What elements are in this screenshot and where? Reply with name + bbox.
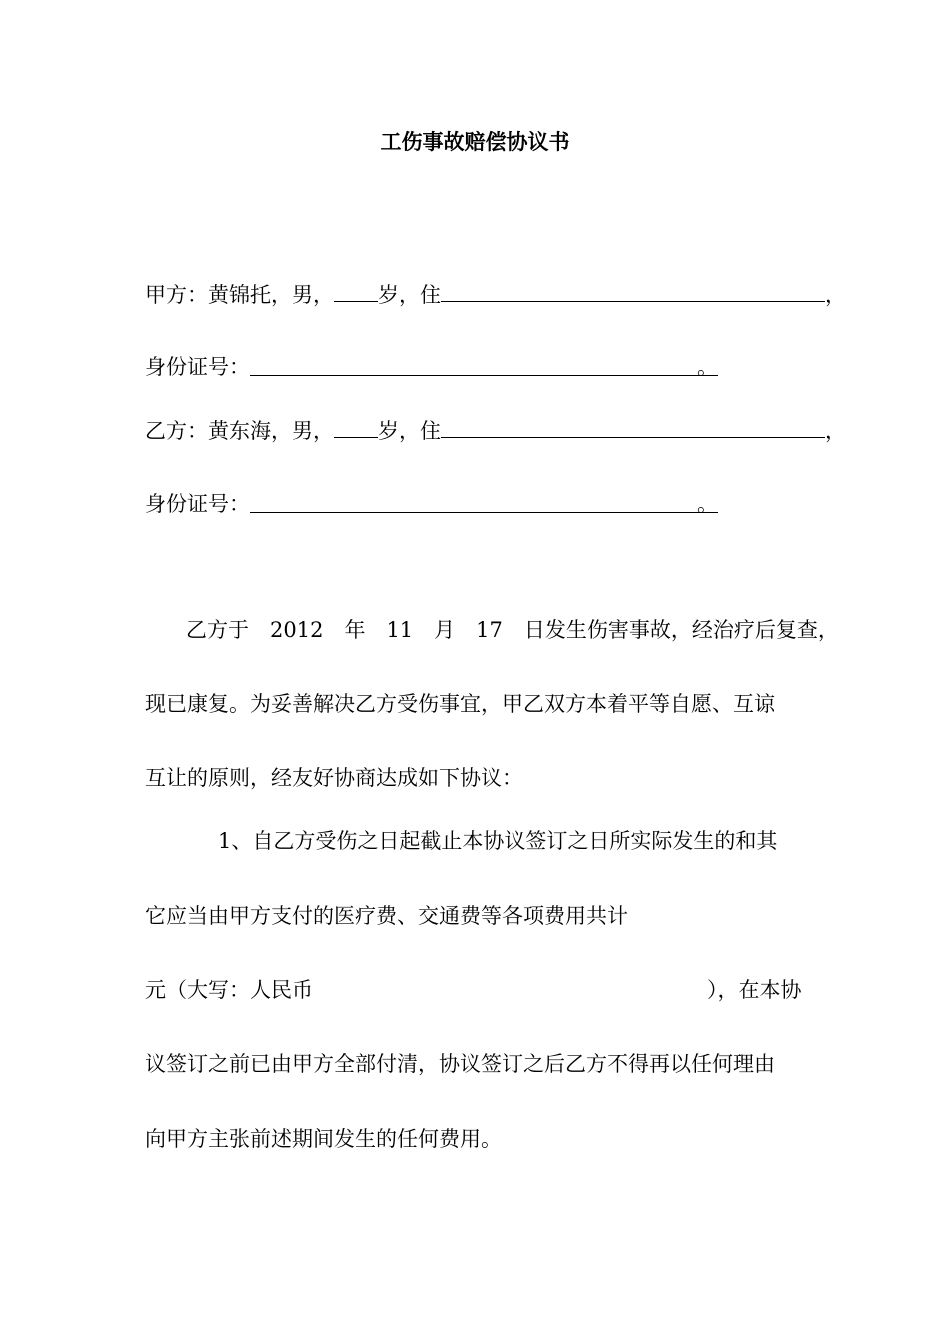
party-b-age-suffix: 岁，住	[378, 419, 441, 443]
clause-1-line-4: 议签订之前已由甲方全部付清，协议签订之后乙方不得再以任何理由	[145, 1052, 775, 1076]
party-a-id-label: 身份证号：	[145, 355, 250, 379]
party-b-line-end: ，	[825, 419, 846, 443]
party-b-id-end: 。	[697, 492, 718, 516]
clause-1-line-2: 它应当由甲方支付的医疗费、交通费等各项费用共计	[145, 904, 628, 928]
clause-1-amount-right: ），在本协	[707, 978, 802, 1002]
clause-1-line-1: 1、自乙方受伤之日起截止本协议签订之日所实际发生的和其	[218, 829, 778, 853]
party-a-id-line	[145, 353, 718, 381]
party-a-prefix: 甲方：黄锦托，男，	[145, 283, 334, 307]
party-a-id-blank	[250, 353, 718, 379]
body-line-2: 现已康复。为妥善解决乙方受伤事宜，甲乙双方本着平等自愿、互谅	[145, 692, 775, 716]
party-a-address-blank	[441, 279, 825, 302]
party-a-line	[145, 279, 846, 309]
document-title: 工伤事故赔偿协议书	[380, 129, 570, 154]
party-b-line	[145, 415, 846, 445]
body-line-1: 乙方于 2012 年 11 月 17 日发生伤害事故，经治疗后复查，	[186, 618, 839, 642]
party-b-id-line	[145, 490, 718, 518]
clause-1-amount-left: 元（大写：人民币	[145, 978, 313, 1002]
party-b-age-blank	[334, 415, 378, 438]
body-line-3: 互让的原则，经友好协商达成如下协议：	[145, 766, 523, 790]
party-a-age-suffix: 岁，住	[378, 283, 441, 307]
party-b-id-label: 身份证号：	[145, 492, 250, 516]
clause-1-line-5: 向甲方主张前述期间发生的任何费用。	[145, 1127, 502, 1151]
party-b-id-blank	[250, 490, 718, 516]
party-a-age-blank	[334, 279, 378, 302]
party-b-address-blank	[441, 415, 825, 438]
party-a-line-end: ，	[825, 283, 846, 307]
party-b-prefix: 乙方：黄东海，男，	[145, 419, 334, 443]
party-a-id-end: 。	[697, 355, 718, 379]
